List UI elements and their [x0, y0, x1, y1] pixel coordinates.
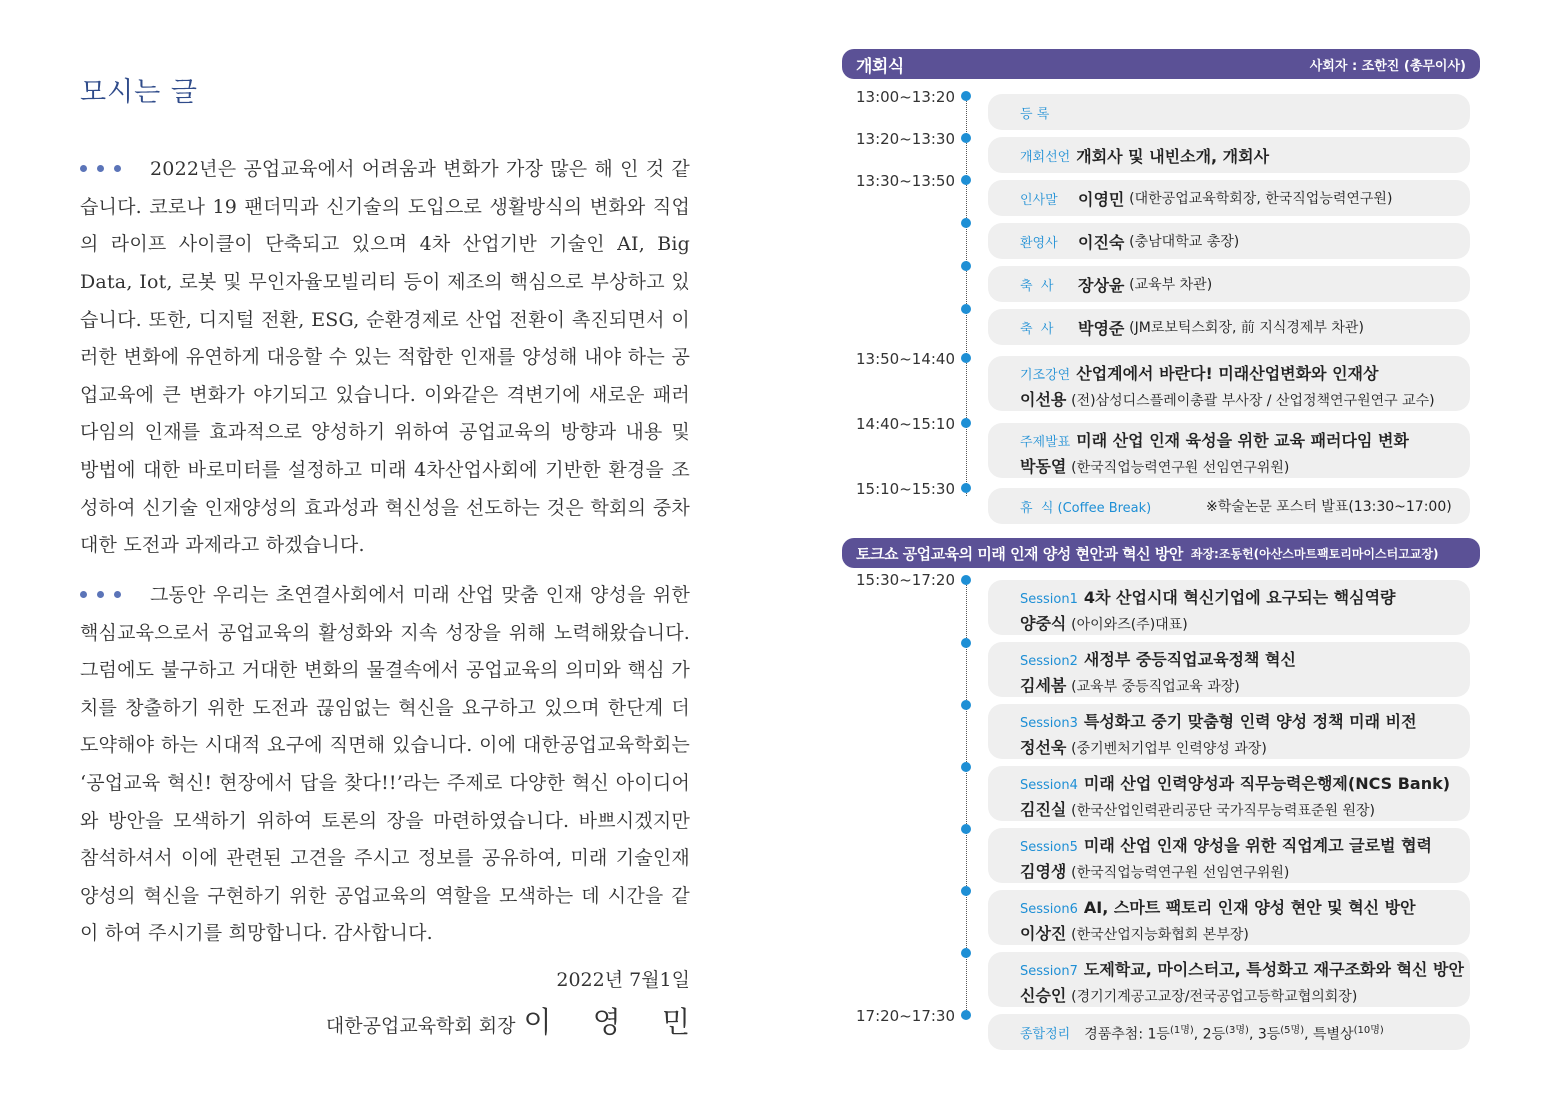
opening-title: 개회식 [856, 56, 904, 77]
session-label: Session4 [1020, 778, 1078, 793]
signature-org: 대한공업교육학회 회장 [325, 1014, 516, 1037]
timeline-line [966, 92, 967, 496]
prize-draw [1084, 1021, 1384, 1044]
break-label: 휴 식 (Coffee Break) [1020, 500, 1152, 516]
speaker-affiliation: (충남대학교 총장) [1129, 234, 1240, 250]
paragraph-1-text: 2022년은 공업교육에서 어려움과 변화가 가장 많은 해 인 것 같습니다. 코로나 19 팬더믹과 신기술의 도입으로 생활방식의 변화와 직업의 라이프 사이클이 단축되고 있으며 4차 산업기반 기술인 AI, Big Data, Iot, 로봇 및 무인자율모빌리티 등이 제조의 핵심으로 부상하고 있습니다. 또한, 디지털 전환, ESG, 순환경제로 산업 전환이 촉진되면서 이러한 변화에 유연하게 대응할 수 있는 적합한 인재를 양성해 내야 하는 공업교육에 큰 변화가 야기되고 있습니다. 이와같은 격변기에 새로운 패러다임의 인재를 효과적으로 양성하기 위하여 공업교육의 방향과 내용 및 방법에 대한 바로미터를 설정하고 미래 4차산업사회에 기반한 환경을 조성하여 신기술 인재양성의 효과성과 혁신성을 선도하는 것은 학회의 중차대한 도전과 과제라고 하겠습니다. [80, 158, 690, 557]
session-label: Session1 [1020, 592, 1078, 607]
timeline-dot-icon [961, 762, 971, 772]
keynote-affiliation: (전)삼성디스플레이총괄 부사장 / 산업정책연구원연구 교수) [1071, 393, 1435, 409]
session-affiliation: (중기벤처기업부 인력양성 과장) [1071, 741, 1267, 757]
registration-row [988, 94, 1470, 130]
timeline-dot-icon [961, 133, 971, 143]
session-affiliation: (한국직업능력연구원 선임연구위원) [1071, 865, 1290, 881]
session-row [988, 704, 1470, 759]
theme-title: 미래 산업 인재 육성을 위한 교육 패러다임 변화 [1076, 431, 1409, 450]
speech-row [988, 180, 1470, 216]
session-speaker: 김세봄 [1020, 676, 1067, 695]
prize-2: , 2등 [1193, 1026, 1226, 1043]
session-title: AI, 스마트 팩토리 인재 양성 현안 및 혁신 방안 [1083, 898, 1416, 917]
speech-label: 인사말 [1020, 192, 1058, 208]
timeline-dot-icon [961, 418, 971, 428]
time-label: 13:20~13:30 [856, 130, 956, 148]
time-label: 17:20~17:30 [856, 1007, 956, 1025]
opening-ceremony-header [842, 49, 1480, 79]
bullet-dots-icon [80, 148, 138, 186]
time-label: 13:00~13:20 [856, 88, 956, 106]
time-label: 15:10~15:30 [856, 480, 956, 498]
timeline-dot-icon [961, 824, 971, 834]
speaker-name: 박영준 [1078, 318, 1125, 338]
session-title: 특성화고 중기 맞춤형 인력 양성 정책 미래 비전 [1083, 712, 1417, 731]
session-affiliation: (경기기계공고교장/전국공업고등학교협의회장) [1071, 989, 1358, 1005]
registration-label: 등 록 [1020, 106, 1050, 122]
theme-label: 주제발표 [1020, 435, 1071, 450]
opening-declaration-text: 개회사 및 내빈소개, 개회사 [1076, 146, 1270, 166]
speech-label: 축 사 [1020, 321, 1054, 337]
keynote-row [988, 356, 1470, 411]
session-affiliation: (한국산업인력관리공단 국가직무능력표준원 원장) [1071, 803, 1375, 819]
session-speaker: 정선욱 [1020, 738, 1067, 757]
session-title: 4차 산업시대 혁신기업에 요구되는 핵심역량 [1083, 588, 1396, 607]
session-speaker: 김영생 [1020, 862, 1067, 881]
timeline-dot-icon [961, 218, 971, 228]
talkshow-chair: 좌장:조동헌(아산스마트팩토리마이스터고교장) [1190, 546, 1439, 561]
opening-declaration-row [988, 137, 1470, 173]
speaker-name: 이영민 [1078, 189, 1125, 209]
time-label: 13:30~13:50 [856, 172, 956, 190]
timeline-dot-icon [961, 304, 971, 314]
time-label: 13:50~14:40 [856, 350, 956, 368]
keynote-speaker: 이선용 [1020, 390, 1067, 409]
prize-3-count: (5명) [1280, 1024, 1305, 1036]
opening-host: 사회자 : 조한진 (총무이사) [1309, 58, 1466, 74]
talkshow-title: 토크쇼 공업교육의 미래 인재 양성 현안과 혁신 방안 [856, 544, 1183, 563]
prize-1: 1등 [1147, 1026, 1170, 1043]
prize-special-count: (10명) [1353, 1024, 1384, 1036]
session-row [988, 766, 1470, 821]
closing-label: 종합정리 [1020, 1026, 1071, 1042]
speaker-name: 이진숙 [1078, 232, 1125, 252]
session-label: Session3 [1020, 716, 1078, 731]
prize-1-count: (1명) [1169, 1024, 1194, 1036]
closing-row [988, 1014, 1470, 1050]
timeline-dot-icon [961, 700, 971, 710]
prize-special: , 특별상 [1304, 1026, 1354, 1043]
prize-3: , 3등 [1248, 1026, 1281, 1043]
theme-speaker: 박동열 [1020, 457, 1067, 476]
speech-label: 환영사 [1020, 235, 1058, 251]
session-speaker: 신승인 [1020, 986, 1067, 1005]
poster-note: ※학술논문 포스터 발표(13:30~17:00) [1206, 499, 1452, 515]
speech-row [988, 309, 1470, 345]
session-title: 새정부 중등직업교육정책 혁신 [1083, 650, 1296, 669]
timeline-dot-icon [961, 1010, 971, 1020]
paragraph-2-text: 그동안 우리는 초연결사회에서 미래 산업 맞춤 인재 양성을 위한 핵심교육으로서 공업교육의 활성화와 지속 성장을 위해 노력해왔습니다. 그럼에도 불구하고 거대한 변화의 물결속에서 공업교육의 의미와 핵심 가치를 창출하기 위한 도전과 끊임없는 혁신을 요구하고 있으며 한단계 더 도약해야 하는 시대적 요구에 직면해 있습니다. 이에 대한공업교육학회는 ‘공업교육 혁신! 현장에서 답을 찾다!!’라는 주제로 다양한 혁신 아이디어와 방안을 모색하기 위하여 토론의 장을 마련하였습니다. 바쁘시겠지만 참석하셔서 이에 관련된 고견을 주시고 정보를 공유하여, 미래 기술인재 양성의 혁신을 구현하기 위한 공업교육의 역할을 모색하는 데 시간을 같이 하여 주시기를 희망합니다. 감사합니다. [80, 583, 690, 945]
session-title: 도제학교, 마이스터고, 특성화고 재구조화와 혁신 방안 [1083, 960, 1464, 979]
signature-name: 이 영 민 [523, 1004, 706, 1039]
session-row [988, 828, 1470, 883]
prize-2-count: (3명) [1225, 1024, 1249, 1036]
speech-label: 축 사 [1020, 278, 1054, 294]
opening-declaration-label: 개회선언 [1020, 149, 1071, 165]
session-affiliation: (교육부 중등직업교육 과장) [1071, 679, 1240, 695]
speech-row [988, 266, 1470, 302]
session-row [988, 890, 1470, 945]
session-label: Session7 [1020, 964, 1078, 979]
speech-row [988, 223, 1470, 259]
theme-affiliation: (한국직업능력연구원 선임연구위원) [1071, 460, 1290, 476]
letter-date: 2022년 7월1일 [556, 968, 690, 991]
letter-signature [80, 1000, 706, 1041]
keynote-title: 산업계에서 바란다! 미래산업변화와 인재상 [1076, 364, 1379, 383]
session-row [988, 952, 1470, 1007]
timeline-dot-icon [961, 353, 971, 363]
timeline-dot-icon [961, 638, 971, 648]
keynote-label: 기조강연 [1020, 368, 1071, 383]
letter-paragraph-1 [80, 151, 690, 565]
speaker-affiliation: (JM로보틱스회장, 前 지식경제부 차관) [1129, 320, 1364, 336]
break-row [988, 488, 1470, 524]
speaker-name: 장상윤 [1078, 275, 1125, 295]
talkshow-header [842, 538, 1480, 568]
time-label: 14:40~15:10 [856, 415, 956, 433]
timeline-dot-icon [961, 261, 971, 271]
session-row [988, 580, 1470, 635]
session-speaker: 김진실 [1020, 800, 1067, 819]
timeline-dot-icon [961, 175, 971, 185]
session-row [988, 642, 1470, 697]
bullet-dots-icon [80, 574, 138, 612]
speaker-affiliation: (대한공업교육학회장, 한국직업능력연구원) [1129, 191, 1393, 207]
session-affiliation: (아이와즈(주)대표) [1071, 617, 1188, 633]
session-speaker: 이상진 [1020, 924, 1067, 943]
letter-paragraph-2 [80, 577, 690, 953]
session-title: 미래 산업 인력양성과 직무능력은행제(NCS Bank) [1083, 774, 1451, 793]
timeline-dot-icon [961, 575, 971, 585]
timeline-dot-icon [961, 483, 971, 493]
timeline-dot-icon [961, 91, 971, 101]
session-speaker: 양중식 [1020, 614, 1067, 633]
prize-prefix: 경품추첨: [1084, 1026, 1148, 1043]
letter-title: 모시는 글 [80, 77, 198, 108]
theme-presentation-row [988, 423, 1470, 478]
session-affiliation: (한국산업지능화협회 본부장) [1071, 927, 1249, 943]
session-label: Session5 [1020, 840, 1078, 855]
session-label: Session2 [1020, 654, 1078, 669]
speaker-affiliation: (교육부 차관) [1129, 277, 1213, 293]
timeline-dot-icon [961, 886, 971, 896]
timeline-dot-icon [961, 948, 971, 958]
session-label: Session6 [1020, 902, 1078, 917]
invitation-letter [80, 70, 706, 1041]
time-label: 15:30~17:20 [856, 571, 956, 589]
session-title: 미래 산업 인재 양성을 위한 직업계고 글로벌 협력 [1083, 836, 1432, 855]
